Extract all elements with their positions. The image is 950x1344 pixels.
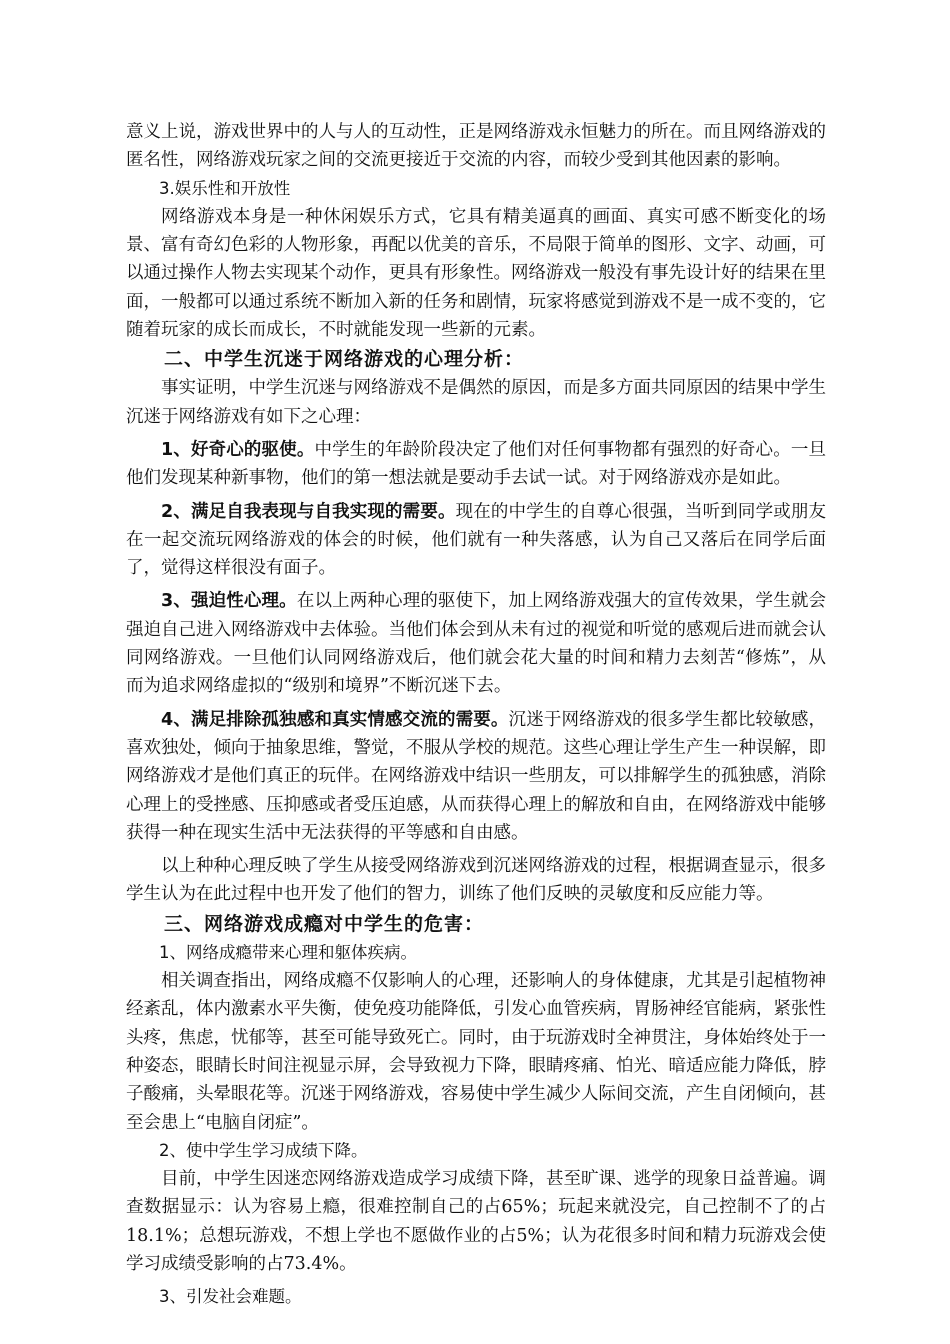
document-page: [126, 118, 826, 1312]
list-item-lead: 4、满足排除孤独感和真实情感交流的需要。: [161, 709, 509, 730]
list-item-loneliness: [126, 706, 826, 847]
subheading-grades: 2、使中学生学习成绩下降。: [159, 1140, 368, 1160]
subheading-social-problems: 3、引发社会难题。: [159, 1287, 302, 1307]
list-item-compulsion: [126, 587, 826, 700]
list-item-self-expression: [126, 498, 826, 583]
paragraph-entertainment: 网络游戏本身是一种休闲娱乐方式，它具有精美逼真的画面、真实可感不断变化的场景、富有奇幻色彩的人物形象，再配以优美的音乐，不局限于简单的图形、文字、动画，可以通过操作人物去实现某个动作，更具有形象性。网络游戏一般没有事先设计好的结果在里面，一般都可以通过系统不断加入新的任务和剧情，玩家将感觉到游戏不是一成不变的，它随着玩家的成长而成长，不时就能发现一些新的元素。: [126, 206, 826, 341]
list-item-text: 现在的中学生的自尊心很强，当听到同学或朋友在一起交流玩网络游戏的体会的时候，他们就有一种失落感，认为自己又落后在同学后面了，觉得这样很没有面子。: [126, 501, 826, 579]
subheading-disease: 1、网络成瘾带来心理和躯体疾病。: [159, 942, 417, 962]
section-heading-harm: 三、网络游戏成瘾对中学生的危害：: [164, 912, 485, 935]
section-heading-psychology: 二、中学生沉迷于网络游戏的心理分析：: [164, 348, 525, 371]
list-item-lead: 3、强迫性心理。: [161, 591, 297, 612]
list-item-text: 沉迷于网络游戏的很多学生都比较敏感，喜欢独处，倾向于抽象思维，警觉，不服从学校的规范。这些心理让学生产生一种误解，即网络游戏才是他们真正的玩伴。在网络游戏中结识一些朋友，可以排解学生的孤独感，消除心理上的受挫感、压抑感或者受压迫感，从而获得心理上的解放和自由，在网络游戏中能够获得一种在现实生活中无法获得的平等感和自由感。: [126, 709, 826, 843]
paragraph-intro: 意义上说，游戏世界中的人与人的互动性，正是网络游戏永恒魅力的所在。而且网络游戏的匿名性，网络游戏玩家之间的交流更接近于交流的内容，而较少受到其他因素的影响。: [126, 122, 826, 171]
list-item-text: 在以上两种心理的驱使下，加上网络游戏强大的宣传效果，学生就会强迫自己进入网络游戏中去体验。当他们体会到从未有过的视觉和听觉的感观后进而就会认同网络游戏。一旦他们认同网络游戏后，他们就会花大量的时间和精力去刻苦“修炼”，从而为追求网络虚拟的“级别和境界”不断沉迷下去。: [126, 591, 826, 697]
list-item-lead: 1、好奇心的驱使。: [161, 439, 315, 460]
paragraph-disease: 相关调查指出，网络成瘾不仅影响人的心理，还影响人的身体健康，尤其是引起植物神经紊乱，体内激素水平失衡，使免疫功能降低，引发心血管疾病，胃肠神经官能病，紧张性头疼，焦虑，忧郁等，甚至可能导致死亡。同时，由于玩游戏时全神贯注，身体始终处于一种姿态，眼睛长时间注视显示屏，会导致视力下降，眼睛疼痛、怕光、暗适应能力降低，脖子酸痛，头晕眼花等。沉迷于网络游戏，容易使中学生减少人际间交流，产生自闭倾向，甚至会患上“电脑自闭症”。: [126, 971, 826, 1133]
list-item-curiosity: [126, 436, 826, 493]
paragraph-psychology-intro: 事实证明，中学生沉迷与网络游戏不是偶然的原因，而是多方面共同原因的结果中学生沉迷于网络游戏有如下之心理：: [126, 378, 826, 427]
list-item-lead: 2、满足自我表现与自我实现的需要。: [161, 501, 456, 522]
subheading-entertainment: 3.娱乐性和开放性: [159, 178, 291, 198]
paragraph-summary: 以上种种心理反映了学生从接受网络游戏到沉迷网络游戏的过程，根据调查显示，很多学生认为在此过程中也开发了他们的智力，训练了他们反映的灵敏度和反应能力等。: [126, 856, 826, 905]
list-item-text: 中学生的年龄阶段决定了他们对任何事物都有强烈的好奇心。一旦他们发现某种新事物，他们的第一想法就是要动手去试一试。对于网络游戏亦是如此。: [126, 439, 826, 489]
paragraph-grades: 目前，中学生因迷恋网络游戏造成学习成绩下降，甚至旷课、逃学的现象日益普遍。调查数据显示：认为容易上瘾，很难控制自己的占65%；玩起来就没完，自己控制不了的占18.1%；总想玩游戏，不想上学也不愿做作业的占5%；认为花很多时间和精力玩游戏会使学习成绩受影响的占73.4%。: [126, 1169, 826, 1274]
